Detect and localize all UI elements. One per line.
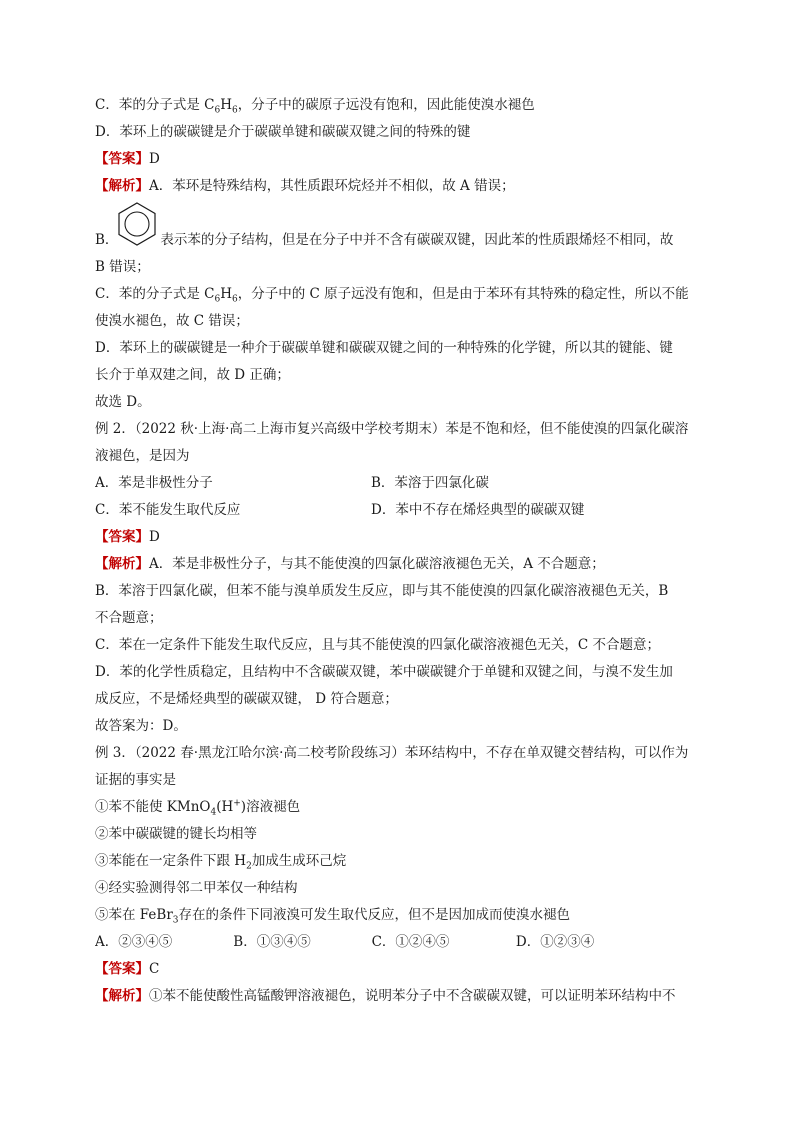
statement-5: ⑤苯在 FeBr$_3$存在的条件下同液溴可发生取代反应，但不是因加成而使溴水褪色 bbox=[95, 907, 571, 926]
answer-tag: 【答案】 bbox=[95, 529, 149, 545]
text-line: 长介于单双建之间，故 D 正确； bbox=[95, 367, 290, 383]
text-line: D．苯的化学性质稳定，且结构中不含碳碳双键，苯中碳碳键介于单键和双键之间，与溴不发生加 bbox=[95, 664, 673, 680]
benzene-ring-icon bbox=[115, 200, 159, 248]
analysis-tag: 【解析】 bbox=[95, 988, 149, 1004]
statement-4: ④经实验测得邻二甲苯仅一种结构 bbox=[95, 880, 298, 896]
option-row bbox=[95, 497, 705, 524]
document-page bbox=[95, 92, 705, 1010]
answer-line: 【答案】C bbox=[95, 961, 160, 977]
benzene-line: B． 表示苯的分子结构，但是在分子中并不含有碳碳双键，因此苯的性质跟烯烃不相同，故 bbox=[95, 200, 705, 254]
answer-line: 【答案】D bbox=[95, 529, 160, 545]
text-line: 故答案为：D。 bbox=[95, 718, 187, 734]
answer-tag: 【答案】 bbox=[95, 961, 149, 977]
question-line: 例 3．（2022 春·黑龙江哈尔滨·高二校考阶段练习）苯环结构中，不存在单双键交替结构，可以作为 bbox=[95, 745, 689, 761]
statement-2: ②苯中碳碳键的键长均相等 bbox=[95, 826, 257, 842]
answer-line: 【答案】D bbox=[95, 151, 160, 167]
statement-3: ③苯能在一定条件下跟 $H_2$加成生成环己烷 bbox=[95, 853, 347, 872]
option-a: A．②③④⑤ bbox=[95, 934, 173, 950]
text-line: 使溴水褪色，故 C 错误； bbox=[95, 313, 249, 329]
text-line: D．苯环上的碳碳键是介于碳碳单键和碳碳双键之间的特殊的键 bbox=[95, 124, 471, 140]
option-c: C．苯不能发生取代反应 bbox=[95, 502, 241, 518]
text-line: 不合题意； bbox=[95, 610, 163, 626]
text-line: C．苯的分子式是 $C_6H_6$，分子中的碳原子远没有饱和，因此能使溴水褪色 bbox=[95, 97, 535, 116]
text-line: C．苯的分子式是 $C_6H_6$，分子中的 C 原子远没有饱和，但是由于苯环有其特殊的稳定性，所以不能 bbox=[95, 286, 689, 305]
option-b: B．①③④⑤ bbox=[233, 934, 311, 950]
statement-1: ①苯不能使 KMnO$_4$(H+)溶液褪色 bbox=[95, 798, 301, 818]
question-line: 例 2．（2022 秋·上海·高二上海市复兴高级中学校考期末）苯是不饱和烃，但不能使溴的四氯化碳溶 bbox=[95, 421, 689, 437]
analysis-line: 【解析】A．苯是非极性分子，与其不能使溴的四氯化碳溶液褪色无关，A 不合题意； bbox=[95, 556, 605, 572]
option-c: C．①②④⑤ bbox=[371, 934, 450, 950]
question-line: 液褪色，是因为 bbox=[95, 448, 190, 464]
option-b: B．苯溶于四氯化碳 bbox=[371, 475, 489, 491]
text-line: D．苯环上的碳碳键是一种介于碳碳单键和碳碳双键之间的一种特殊的化学键，所以其的键能、键 bbox=[95, 340, 673, 356]
analysis-line: 【解析】①苯不能使酸性高锰酸钾溶液褪色，说明苯分子中不含碳碳双键，可以证明苯环结构中不 bbox=[95, 988, 676, 1004]
analysis-tag: 【解析】 bbox=[95, 556, 149, 572]
option-d: D．①②③④ bbox=[515, 934, 595, 950]
text-line: B．苯溶于四氯化碳，但苯不能与溴单质发生反应，即与其不能使溴的四氯化碳溶液褪色无关，B bbox=[95, 583, 669, 599]
text-line: C．苯在一定条件下能发生取代反应，且与其不能使溴的四氯化碳溶液褪色无关，C 不合题意； bbox=[95, 637, 660, 653]
option-row bbox=[95, 470, 705, 497]
option-a: A．苯是非极性分子 bbox=[95, 475, 213, 491]
text-line: 成反应，不是烯烃典型的碳碳双键， D 符合题意； bbox=[95, 691, 398, 707]
option-d: D．苯中不存在烯烃典型的碳碳双键 bbox=[371, 502, 585, 518]
text-line: 故选 D。 bbox=[95, 394, 151, 410]
analysis-tag: 【解析】 bbox=[95, 178, 149, 194]
option-row bbox=[95, 929, 705, 956]
question-line: 证据的事实是 bbox=[95, 772, 176, 788]
analysis-line: 【解析】A．苯环是特殊结构，其性质跟环烷烃并不相似，故 A 错误； bbox=[95, 178, 515, 194]
text-line: B 错误； bbox=[95, 259, 150, 275]
answer-tag: 【答案】 bbox=[95, 151, 149, 167]
